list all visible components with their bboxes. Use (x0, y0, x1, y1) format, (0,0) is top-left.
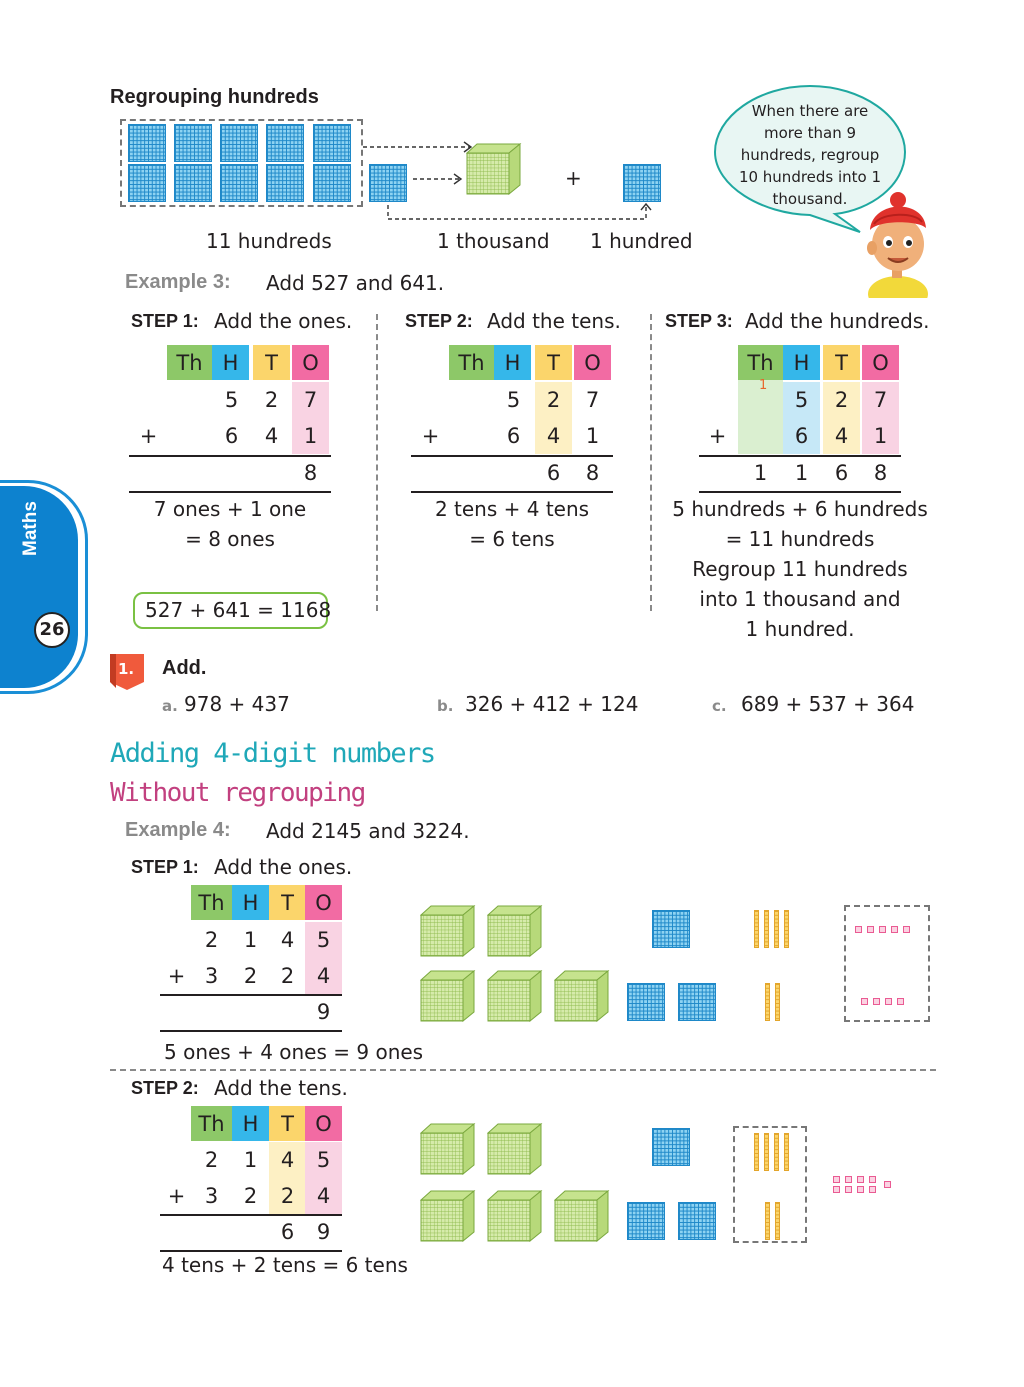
header-o: O (292, 345, 329, 380)
header-h: H (212, 345, 249, 380)
header-t: T (535, 345, 572, 380)
result-digit: 9 (316, 1220, 331, 1244)
exercise-title: Add. (162, 657, 207, 679)
ex4-step1-note: 5 ones + 4 ones = 9 ones (164, 1040, 424, 1064)
exercise-letter-a: a. (162, 697, 178, 715)
exercise-letter-c: c. (712, 697, 727, 715)
step3-label: STEP 3: (665, 311, 733, 331)
digit: 4 (305, 958, 342, 994)
step3-note1: 5 hundreds + 6 hundreds (672, 497, 928, 521)
exercise-b: 326 + 412 + 124 (465, 692, 639, 716)
digit: 4 (269, 1142, 306, 1178)
result-digit: 8 (303, 461, 318, 485)
digit: 1 (585, 424, 600, 448)
example4-text: Add 2145 and 3224. (266, 819, 470, 843)
ex4-step1-label: STEP 1: (131, 857, 199, 877)
digit: 6 (506, 424, 521, 448)
digit: 2 (264, 388, 279, 412)
example3-text: Add 527 and 641. (266, 271, 445, 295)
result-digit: 8 (585, 461, 600, 485)
exercise-c: 689 + 537 + 364 (741, 692, 915, 716)
result-digit: 6 (546, 461, 561, 485)
step1-note2: = 8 ones (185, 527, 275, 551)
header-h: H (232, 1106, 269, 1141)
exercise-number: 1. (118, 660, 135, 678)
exercise-a: 978 + 437 (184, 692, 290, 716)
header-h: H (232, 885, 269, 920)
step2-note1: 2 tens + 4 tens (434, 497, 590, 521)
digit: 1 (243, 928, 258, 952)
header-th: Th (191, 885, 232, 920)
digit: 2 (243, 964, 258, 988)
page-number: 26 (34, 612, 70, 648)
digit: 6 (783, 418, 820, 454)
header-t: T (823, 345, 860, 380)
step3-note2: = 11 hundreds (725, 527, 875, 551)
digit: 4 (535, 418, 572, 454)
step2-note2: = 6 tens (469, 527, 555, 551)
step2-text: Add the tens. (487, 309, 621, 333)
result-digit: 1 (753, 461, 768, 485)
digit: 2 (204, 928, 219, 952)
plus-operator: + (167, 1184, 186, 1208)
digit: 5 (305, 1142, 342, 1178)
bubble-text: When there are more than 9 hundreds, regroup 10 hundreds into 1 thousand. (738, 102, 882, 208)
header-th: Th (191, 1106, 232, 1141)
label-11-hundreds: 11 hundreds (206, 229, 332, 253)
digit: 6 (224, 424, 239, 448)
header-o: O (305, 1106, 342, 1141)
header-t: T (253, 345, 290, 380)
ex4-step2-note: 4 tens + 2 tens = 6 tens (162, 1253, 408, 1277)
header-o: O (305, 885, 342, 920)
digit: 4 (823, 418, 860, 454)
ex4-step2-text: Add the tens. (214, 1076, 348, 1100)
label-1-thousand: 1 thousand (437, 229, 550, 253)
step1-text: Add the ones. (214, 309, 353, 333)
result-digit: 6 (280, 1220, 295, 1244)
hundred-flat-icon (623, 164, 661, 202)
digit: 7 (292, 382, 329, 418)
digit: 5 (224, 388, 239, 412)
step2-label: STEP 2: (405, 311, 473, 331)
digit: 4 (264, 424, 279, 448)
section-subheading: Without regrouping (110, 778, 365, 808)
regroup-title: Regrouping hundreds (110, 86, 319, 108)
step1-note1: 7 ones + 1 one (153, 497, 307, 521)
digit: 2 (204, 1148, 219, 1172)
result-digit: 1 (794, 461, 809, 485)
header-th: Th (449, 345, 494, 380)
plus-operator: + (167, 964, 186, 988)
digit: 5 (506, 388, 521, 412)
header-o: O (862, 345, 899, 380)
header-th: Th (738, 345, 783, 380)
digit: 2 (280, 964, 295, 988)
digit: 1 (243, 1148, 258, 1172)
answer-text: 527 + 641 = 1168 (145, 598, 332, 622)
plus-sign: + (565, 166, 582, 190)
digit: 3 (204, 1184, 219, 1208)
digit: 5 (783, 382, 820, 418)
plus-operator: + (139, 424, 158, 448)
example4-label: Example 4: (125, 819, 231, 841)
digit: 2 (535, 382, 572, 418)
header-h: H (783, 345, 820, 380)
ex4-step2-label: STEP 2: (131, 1078, 199, 1098)
header-h: H (494, 345, 531, 380)
digit: 5 (305, 922, 342, 958)
header-t: T (269, 1106, 306, 1141)
digit: 4 (305, 1178, 342, 1214)
label-1-hundred: 1 hundred (590, 229, 693, 253)
exercise-letter-b: b. (437, 697, 454, 715)
carry-digit: 1 (759, 378, 768, 393)
thousand-cube-icon (466, 143, 522, 195)
plus-operator: + (421, 424, 440, 448)
step3-note3: Regroup 11 hundreds (692, 557, 908, 581)
header-th: Th (167, 345, 212, 380)
header-o: O (574, 345, 611, 380)
result-digit: 9 (316, 1000, 331, 1024)
header-t: T (269, 885, 306, 920)
digit: 7 (862, 382, 899, 418)
step3-note4: into 1 thousand and (699, 587, 901, 611)
step3-text: Add the hundreds. (745, 309, 930, 333)
digit: 1 (292, 418, 329, 454)
digit: 1 (862, 418, 899, 454)
subject-label: Maths (20, 501, 41, 556)
digit: 3 (204, 964, 219, 988)
step3-note5: 1 hundred. (745, 617, 855, 641)
ex4-step1-text: Add the ones. (214, 855, 353, 879)
digit: 7 (585, 388, 600, 412)
boy-character-icon (858, 190, 938, 298)
plus-operator: + (708, 424, 727, 448)
example3-label: Example 3: (125, 271, 231, 293)
result-digit: 8 (873, 461, 888, 485)
digit: 2 (823, 382, 860, 418)
digit: 2 (243, 1184, 258, 1208)
digit: 2 (269, 1178, 306, 1214)
digit: 4 (280, 928, 295, 952)
step1-label: STEP 1: (131, 311, 199, 331)
result-digit: 6 (834, 461, 849, 485)
section-heading: Adding 4-digit numbers (110, 738, 435, 769)
